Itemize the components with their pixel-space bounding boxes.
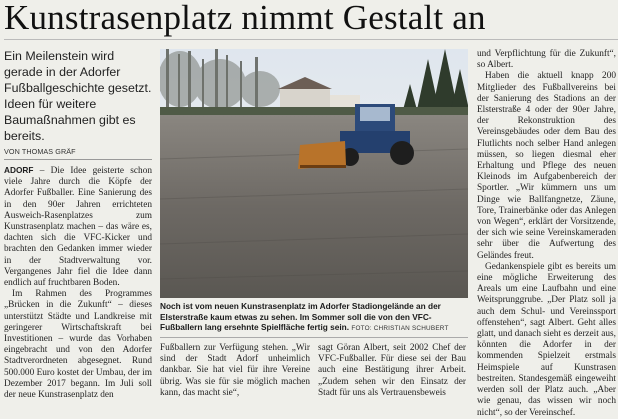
byline-divider xyxy=(4,159,152,160)
body-column-4 xyxy=(477,49,616,419)
paragraph-1 xyxy=(4,165,152,289)
caption-text: Noch ist vom neuen Kunstrasenplatz im Adorfer Stadiongelände an der Elsterstraße kaum etwas zu sehen. Im Sommer soll die von den VFC-Fußballern lang ersehnte Spielfläche fertig sein. xyxy=(160,301,441,333)
caption-divider xyxy=(160,337,468,338)
body-column-3: sagt Göran Albert, seit 2002 Chef der VFC-Fußballer. Für diese sei der Bau auch eine Bestätigung ihrer Arbeit. „Zudem sehen wir den Einsatz der Stadt für uns als Vertrauensbeweis xyxy=(318,343,466,398)
col4-paragraph-1: und Verpflichtung für die Zukunft“, so Albert. xyxy=(477,49,616,71)
dateline: ADORF xyxy=(4,165,34,175)
body-column-2: Fußballern zur Verfügung stehen. „Wir sind der Stadt Adorf unheimlich dankbar. Sie hat viel für ihre Vereine übrig. Was sie für sie möglich machen kann, das macht sie“, xyxy=(160,343,310,398)
lead-text: Ein Meilenstein wird gerade in der Adorfer Fußballgeschichte gesetzt. Ideen für weitere Baumaßnahmen gibt es bereits. xyxy=(4,49,152,144)
body-column-1 xyxy=(4,165,152,401)
article-photo xyxy=(160,49,468,298)
col4-paragraph-3: Gedankenspiele gibt es bereits um eine mögliche Erweiterung des Areals um eine Laufbahn und eine Weitsprunggrube. „Der Platz soll ja auch dem Schul- und Vereinssport offenstehen“, sagt Albert. Geht alles glatt, und danach sieht es derzeit aus, könnten die Adorfer in der kommenden Spielzeit erstmals Heimspiele auf Kunstrasen bestreiten. Standesgemäß eingeweiht werden soll der Platz auch. „Aber wie genau, das wissen wir noch nicht“, so der Vereinschef. xyxy=(477,261,616,418)
col4-paragraph-2: Haben die aktuell knapp 200 Mitglieder des Fußballvereins bei der Sanierung des Stadions an der Elsterstraße 4 oder der 90er Jahre, der Rekonstruktion des Vereinsgebäudes oder dem Bau des Flutlichts noch selber Hand anlegen müssen, so liegen diesmal eher Erhaltung und Pflege des neuen Kleinods im Aufgabenbereich der Sportler. „Wir kümmern uns um Dinge wie Ballfangnetze, Zäune, Tore, Trainerbänke oder das Anlegen von Wegen“, erklärt der Vorsitzende, der sich wie seine Vereinskameraden sehr über die Aufwertung des Geländes freut. xyxy=(477,71,616,261)
photo-credit: FOTO: CHRISTIAN SCHUBERT xyxy=(351,325,449,333)
paragraph-1-text: – Die Idee geisterte schon viele Jahre durch die Köpfe der Adorfer Fußballer. Eine Sanierung des in den 90er Jahren errichteten Ausweich-Rasenplatzes zum Kunstrasenplatz machen – das wäre es, dachten sich die VFC-Kicker und brachten den Gedanken immer wieder in der Stadtverwaltung vor. Vergangenes Jahr fiel die Idee dann endlich auf fruchtbaren Boden. xyxy=(4,166,152,289)
byline: VON THOMAS GRÄF xyxy=(4,147,76,156)
photo-caption xyxy=(160,301,468,335)
paragraph-2: Im Rahmen des Programmes „Brücken in die Zukunft“ – dieses unterstützt Städte und Landkreise mit geringerer Wirtschaftskraft bei Investitionen – wurde das Vorhaben eingebracht und von den Adorfer Stadtverordneten abgesegnet. Rund 500.000 Euro kostet der Umbau, der im Dezember 2017 begann. Im Juli soll der neue Kunstrasenplatz den xyxy=(4,289,152,401)
headline: Kunstrasenplatz nimmt Gestalt an xyxy=(4,0,486,37)
headline-divider xyxy=(4,39,618,40)
photo-scene-icon xyxy=(160,49,468,298)
